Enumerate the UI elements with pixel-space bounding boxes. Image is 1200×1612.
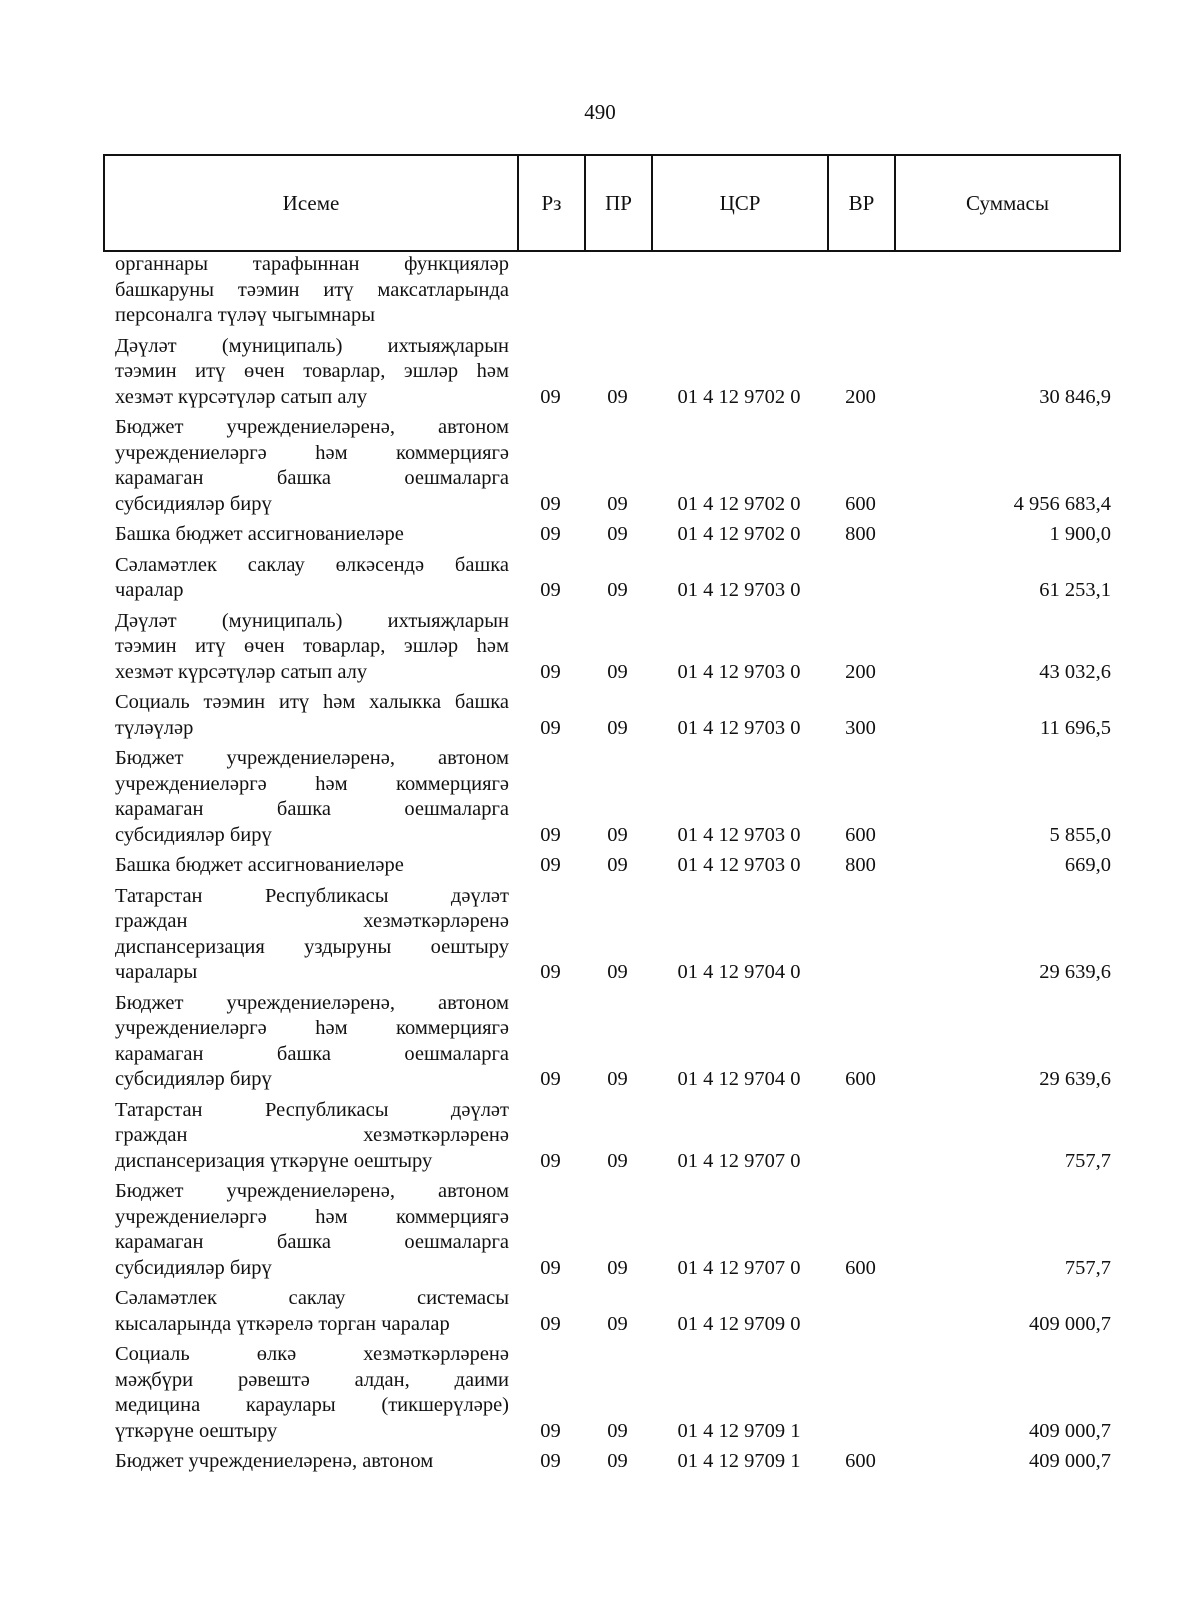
row-rz: 09 <box>540 716 561 739</box>
row-pr: 09 <box>607 1256 628 1279</box>
row-pr: 09 <box>607 823 628 846</box>
table-row <box>103 746 1119 853</box>
row-name-line: Сәламәтлек саклау системасы <box>115 1287 509 1309</box>
row-sum <box>894 252 1119 334</box>
row-sum: 409 000,7 <box>1029 1312 1111 1335</box>
row-name-line: Социаль тәэмин итү һәм халыкка башка <box>115 691 509 713</box>
row-vr <box>827 1286 894 1342</box>
row-sum: 30 846,9 <box>1039 385 1111 408</box>
row-csr: 01 4 12 9703 0 <box>677 854 801 876</box>
row-name <box>103 1449 517 1480</box>
table-row <box>103 553 1119 609</box>
header-pr: ПР <box>585 155 652 251</box>
row-name-line: Башка бюджет ассигнованиеләре <box>115 854 404 876</box>
table-row <box>103 609 1119 691</box>
table-row <box>103 522 1119 553</box>
table-row <box>103 1449 1119 1480</box>
row-vr: 200 <box>845 660 876 683</box>
row-vr: 200 <box>845 385 876 408</box>
row-name-line: Бюджет учреждениеләренә, автоном <box>115 416 509 438</box>
row-rz: 09 <box>540 1149 561 1172</box>
row-csr: 01 4 12 9703 0 <box>677 823 801 846</box>
row-csr: 01 4 12 9704 0 <box>677 1068 801 1090</box>
row-name-line: түләүләр <box>115 716 194 739</box>
row-csr: 01 4 12 9703 0 <box>677 716 801 739</box>
row-vr: 800 <box>845 854 876 876</box>
row-name-line: чаралары <box>115 961 198 983</box>
row-pr <box>584 252 651 334</box>
row-vr: 600 <box>845 823 876 846</box>
row-name-line: кысаларында үткәрелә торган чаралар <box>115 1312 450 1335</box>
row-sum: 1 900,0 <box>1049 523 1111 545</box>
row-pr: 09 <box>607 660 628 683</box>
row-vr <box>827 252 894 334</box>
row-rz: 09 <box>540 1450 561 1472</box>
row-vr: 800 <box>845 523 876 545</box>
row-csr: 01 4 12 9703 0 <box>677 579 801 601</box>
row-name <box>103 1342 517 1449</box>
row-name-line: учреждениеләргә һәм коммерциягә <box>115 1205 509 1228</box>
row-rz: 09 <box>540 854 561 876</box>
row-vr <box>827 553 894 609</box>
row-pr: 09 <box>607 716 628 739</box>
budget-table <box>103 252 1119 1480</box>
row-rz: 09 <box>540 492 561 515</box>
row-name-line: медицина караулары (тикшерүләре) <box>115 1394 509 1416</box>
row-name-line: мәҗбүри рәвештә алдан, даими <box>115 1368 509 1391</box>
row-name-line: чаралар <box>115 579 184 601</box>
row-name <box>103 1179 517 1286</box>
row-rz: 09 <box>540 1068 561 1090</box>
row-name-line: граждан хезмәткәрләренә <box>115 1124 509 1146</box>
table-row <box>103 884 1119 991</box>
row-name <box>103 690 517 746</box>
row-pr: 09 <box>607 1068 628 1090</box>
row-name-line: органнары тарафыннан функцияләр <box>115 253 509 275</box>
row-sum: 757,7 <box>1064 1149 1111 1172</box>
row-pr: 09 <box>607 1149 628 1172</box>
header-csr: ЦСР <box>652 155 828 251</box>
row-name <box>103 1286 517 1342</box>
row-name-line: карамаган башка оешмаларга <box>115 1042 509 1065</box>
row-csr: 01 4 12 9703 0 <box>677 660 801 683</box>
row-name-line: үткәрүне оештыру <box>115 1419 278 1442</box>
row-name-line: Социаль өлкә хезмәткәрләренә <box>115 1343 509 1365</box>
row-pr: 09 <box>607 1312 628 1335</box>
table-row <box>103 1179 1119 1286</box>
row-name-line: учреждениеләргә һәм коммерциягә <box>115 1017 509 1039</box>
row-name-line: Дәүләт (муниципаль) ихтыяҗларын <box>115 609 509 632</box>
row-name <box>103 746 517 853</box>
row-vr <box>827 884 894 991</box>
row-name-line: учреждениеләргә һәм коммерциягә <box>115 441 509 464</box>
row-pr: 09 <box>607 523 628 545</box>
row-name <box>103 1098 517 1180</box>
row-pr: 09 <box>607 1419 628 1442</box>
row-pr: 09 <box>607 1450 628 1472</box>
row-name <box>103 991 517 1098</box>
row-rz: 09 <box>540 823 561 846</box>
row-name <box>103 884 517 991</box>
header-vr: ВР <box>828 155 895 251</box>
row-vr: 600 <box>845 492 876 515</box>
row-sum: 669,0 <box>1064 854 1111 876</box>
row-name-line: граждан хезмәткәрләренә <box>115 910 509 932</box>
row-rz <box>517 252 584 334</box>
row-csr: 01 4 12 9704 0 <box>677 961 801 983</box>
row-sum: 757,7 <box>1064 1256 1111 1279</box>
row-csr <box>651 252 827 334</box>
header-name: Исеме <box>104 155 518 251</box>
row-name-line: персоналга түләү чыгымнары <box>115 304 376 326</box>
table-row <box>103 853 1119 884</box>
budget-table-body <box>103 252 1119 1480</box>
row-sum: 29 639,6 <box>1039 961 1111 983</box>
row-name <box>103 609 517 691</box>
row-sum: 5 855,0 <box>1049 823 1111 846</box>
row-name <box>103 415 517 522</box>
row-csr: 01 4 12 9702 0 <box>677 385 801 408</box>
row-vr: 300 <box>845 716 876 739</box>
row-name <box>103 853 517 884</box>
row-name-line: учреждениеләргә һәм коммерциягә <box>115 772 509 795</box>
row-name-line: диспансеризация үткәрүне оештыру <box>115 1149 433 1172</box>
row-name-line: Бюджет учреждениеләренә, автоном <box>115 991 509 1014</box>
row-name-line: тәэмин итү өчен товарлар, эшләр һәм <box>115 635 509 657</box>
row-csr: 01 4 12 9707 0 <box>677 1256 801 1279</box>
row-name-line: Бюджет учреждениеләренә, автоном <box>115 747 509 769</box>
row-name-line: субсидияләр бирү <box>115 1068 272 1090</box>
row-name <box>103 252 517 334</box>
row-rz: 09 <box>540 1256 561 1279</box>
row-name <box>103 553 517 609</box>
row-pr: 09 <box>607 492 628 515</box>
row-name-line: хезмәт күрсәтүләр сатып алу <box>115 660 368 683</box>
table-row <box>103 252 1119 334</box>
row-rz: 09 <box>540 1419 561 1442</box>
row-vr <box>827 1342 894 1449</box>
row-name-line: тәэмин итү өчен товарлар, эшләр һәм <box>115 360 509 382</box>
row-rz: 09 <box>540 385 561 408</box>
row-vr <box>827 1098 894 1180</box>
row-pr: 09 <box>607 854 628 876</box>
row-name-line: Бюджет учреждениеләренә, автоном <box>115 1180 509 1202</box>
row-name-line: диспансеризация уздыруны оештыру <box>115 935 509 958</box>
row-vr: 600 <box>845 1256 876 1279</box>
row-name-line: хезмәт күрсәтүләр сатып алу <box>115 385 368 408</box>
row-sum: 409 000,7 <box>1029 1419 1111 1442</box>
page-number: 490 <box>584 100 616 124</box>
row-name-line: Татарстан Республикасы дәүләт <box>115 1098 509 1121</box>
table-row <box>103 334 1119 416</box>
row-pr: 09 <box>607 385 628 408</box>
row-csr: 01 4 12 9702 0 <box>677 492 801 515</box>
row-name-line: субсидияләр бирү <box>115 492 272 515</box>
row-sum: 43 032,6 <box>1039 660 1111 683</box>
row-name <box>103 522 517 553</box>
row-name <box>103 334 517 416</box>
table-row <box>103 690 1119 746</box>
table-row <box>103 1098 1119 1180</box>
table-header <box>103 154 1121 252</box>
header-rz: Рз <box>518 155 585 251</box>
row-sum: 61 253,1 <box>1039 579 1111 601</box>
row-rz: 09 <box>540 1312 561 1335</box>
row-rz: 09 <box>540 961 561 983</box>
row-vr: 600 <box>845 1068 876 1090</box>
row-name-line: субсидияләр бирү <box>115 1256 272 1279</box>
row-pr: 09 <box>607 961 628 983</box>
row-name-line: Татарстан Республикасы дәүләт <box>115 884 509 907</box>
header-sum: Суммасы <box>895 155 1120 251</box>
table-row <box>103 415 1119 522</box>
row-name-line: башкаруны тәэмин итү максатларында <box>115 278 509 301</box>
row-pr: 09 <box>607 579 628 601</box>
row-name-line: Башка бюджет ассигнованиеләре <box>115 523 404 545</box>
table-row <box>103 991 1119 1098</box>
row-name-line: субсидияләр бирү <box>115 823 272 846</box>
table-row <box>103 1286 1119 1342</box>
row-sum: 29 639,6 <box>1039 1068 1111 1090</box>
row-sum: 4 956 683,4 <box>1013 492 1111 515</box>
row-vr: 600 <box>845 1450 876 1472</box>
row-name-line: карамаган башка оешмаларга <box>115 798 509 820</box>
row-csr: 01 4 12 9707 0 <box>677 1149 801 1172</box>
row-rz: 09 <box>540 523 561 545</box>
row-sum: 409 000,7 <box>1029 1450 1111 1472</box>
row-csr: 01 4 12 9702 0 <box>677 523 801 545</box>
row-name-line: Сәламәтлек саклау өлкәсендә башка <box>115 553 509 576</box>
row-name-line: карамаган башка оешмаларга <box>115 467 509 489</box>
table-row <box>103 1342 1119 1449</box>
row-name-line: Дәүләт (муниципаль) ихтыяҗларын <box>115 334 509 357</box>
row-csr: 01 4 12 9709 1 <box>677 1419 801 1442</box>
row-name-line: Бюджет учреждениеләренә, автоном <box>115 1450 434 1472</box>
row-name-line: карамаган башка оешмаларга <box>115 1231 509 1253</box>
row-rz: 09 <box>540 660 561 683</box>
row-csr: 01 4 12 9709 0 <box>677 1312 801 1335</box>
row-sum: 11 696,5 <box>1040 716 1111 739</box>
row-rz: 09 <box>540 579 561 601</box>
row-csr: 01 4 12 9709 1 <box>677 1450 801 1472</box>
